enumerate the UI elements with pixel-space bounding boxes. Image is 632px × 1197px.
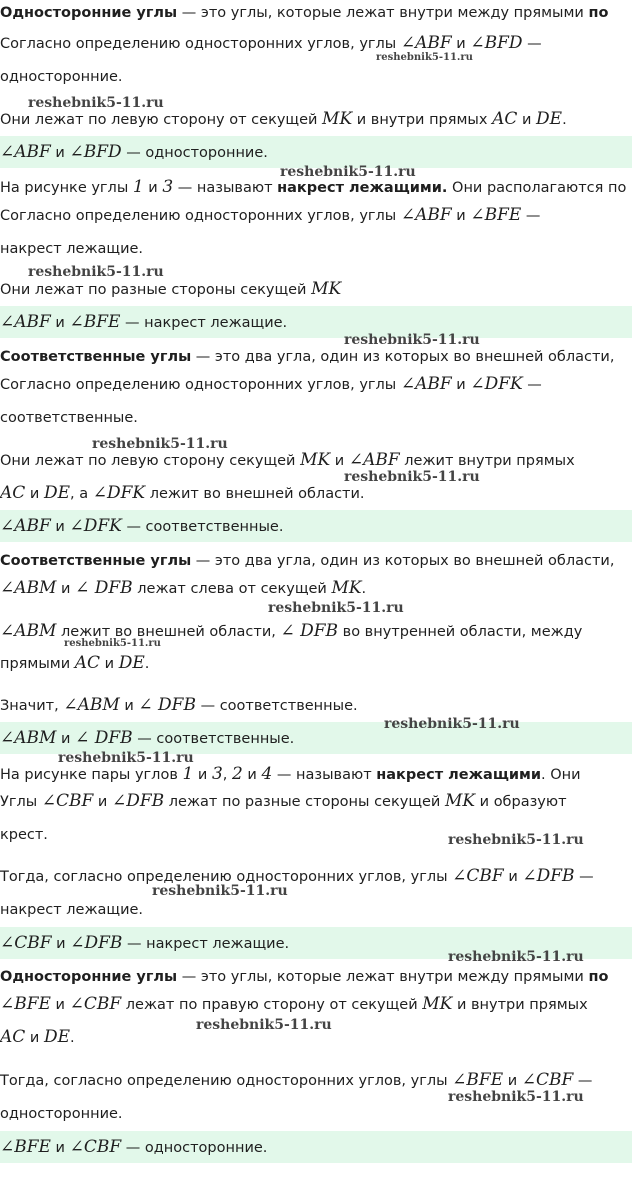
watermark: reshebnik5-11.ru bbox=[58, 750, 194, 766]
text-segment: и bbox=[451, 377, 471, 393]
text-segment: прямыми bbox=[0, 656, 75, 672]
text-line bbox=[0, 654, 149, 673]
math-expression: ∠DFB bbox=[522, 866, 575, 886]
text-segment: и bbox=[50, 145, 70, 161]
bold-term: накрест лежащими. bbox=[277, 180, 448, 196]
math-expression: ∠ DFB bbox=[75, 578, 133, 598]
math-expression: AC bbox=[492, 109, 518, 129]
text-segment: — соответственные. bbox=[132, 731, 295, 747]
text-segment: Согласно определению односторонних углов, углы bbox=[0, 377, 401, 393]
watermark: reshebnik5-11.ru bbox=[196, 1017, 332, 1033]
math-expression: ∠ DFB bbox=[138, 695, 196, 715]
text-line bbox=[0, 375, 542, 394]
text-segment: во внутренней области, между bbox=[338, 624, 583, 640]
answer-text bbox=[0, 1138, 267, 1157]
text-line bbox=[0, 968, 608, 986]
math-expression: AC bbox=[0, 483, 26, 503]
text-segment: крест. bbox=[0, 827, 48, 843]
math-expression: ∠ABF bbox=[0, 516, 51, 536]
math-expression: DE bbox=[536, 109, 563, 129]
text-segment: и bbox=[50, 519, 70, 535]
text-segment: — односторонние. bbox=[121, 1140, 268, 1156]
math-expression: 1 bbox=[132, 177, 144, 197]
text-segment: и bbox=[56, 581, 76, 597]
text-segment: — это два угла, один из которых во внешней области, bbox=[191, 349, 615, 365]
math-expression: ∠BFE bbox=[470, 205, 522, 225]
bold-term: Соответственные углы bbox=[0, 349, 192, 365]
text-line bbox=[0, 110, 567, 129]
math-expression: DE bbox=[43, 483, 70, 503]
text-segment: Они располагаются по bbox=[447, 180, 627, 196]
text-segment: накрест лежащие. bbox=[0, 241, 144, 257]
text-line bbox=[0, 68, 123, 86]
text-segment: и bbox=[451, 208, 471, 224]
text-segment: лежат по правую сторону от секущей bbox=[121, 997, 423, 1013]
text-line bbox=[0, 1105, 123, 1123]
text-segment: На рисунке углы bbox=[0, 180, 133, 196]
math-expression: 1 bbox=[182, 764, 194, 784]
text-line bbox=[0, 579, 366, 598]
math-expression: ∠ DFB bbox=[75, 728, 133, 748]
math-expression: ∠CBF bbox=[0, 933, 52, 953]
text-segment: и bbox=[143, 180, 163, 196]
bold-term: Соответственные углы bbox=[0, 553, 192, 569]
math-expression: ∠ABM bbox=[63, 695, 120, 715]
text-segment: . Они bbox=[541, 767, 581, 783]
math-expression: ∠CBF bbox=[69, 1137, 122, 1157]
text-segment: и bbox=[51, 936, 71, 952]
watermark: reshebnik5-11.ru bbox=[344, 332, 480, 348]
text-segment: и bbox=[119, 698, 139, 714]
answer-text bbox=[0, 517, 283, 536]
text-segment: — накрест лежащие. bbox=[120, 315, 288, 331]
text-line bbox=[0, 696, 358, 715]
text-segment: — bbox=[573, 1073, 593, 1089]
text-segment: Согласно определению односторонних углов, углы bbox=[0, 208, 401, 224]
math-expression: ∠ABM bbox=[0, 728, 57, 748]
text-line bbox=[0, 280, 341, 299]
watermark: reshebnik5-11.ru bbox=[384, 716, 520, 732]
text-segment: и bbox=[517, 112, 537, 128]
text-segment: и bbox=[50, 1140, 70, 1156]
math-expression: ∠CBF bbox=[69, 994, 122, 1014]
math-expression: ∠DFB bbox=[70, 933, 123, 953]
text-line bbox=[0, 765, 581, 784]
math-expression: MK bbox=[300, 450, 331, 470]
watermark: reshebnik5-11.ru bbox=[280, 164, 416, 180]
watermark: reshebnik5-11.ru bbox=[448, 1089, 584, 1105]
math-expression: ∠BFE bbox=[452, 1070, 504, 1090]
watermark: reshebnik5-11.ru bbox=[152, 883, 288, 899]
text-segment: и bbox=[25, 1030, 44, 1046]
math-expression: ∠ABF bbox=[400, 205, 452, 225]
text-segment: и внутри прямых bbox=[352, 112, 493, 128]
text-line bbox=[0, 409, 138, 427]
math-expression: 4 bbox=[261, 764, 273, 784]
text-segment: и bbox=[93, 794, 112, 810]
text-segment: — это углы, которые лежат внутри между прямыми bbox=[177, 5, 589, 21]
math-expression: DE bbox=[118, 653, 145, 673]
text-segment: Значит, bbox=[0, 698, 64, 714]
math-expression: ∠DFK bbox=[92, 483, 146, 503]
math-expression: DE bbox=[43, 1027, 70, 1047]
text-segment: лежат слева от секущей bbox=[132, 581, 332, 597]
text-segment: лежит внутри прямых bbox=[399, 453, 575, 469]
math-expression: AC bbox=[74, 653, 101, 673]
text-line bbox=[0, 484, 365, 503]
math-expression: MK bbox=[331, 578, 362, 598]
text-line bbox=[0, 240, 143, 258]
text-segment: и bbox=[193, 767, 212, 783]
text-segment: и образуют bbox=[475, 794, 567, 810]
bold-term: Односторонние углы bbox=[0, 5, 178, 21]
text-segment: — это два угла, один из которых во внешней области, bbox=[191, 553, 615, 569]
text-segment: лежит во внешней области. bbox=[145, 486, 365, 502]
text-line bbox=[0, 1028, 75, 1047]
answer-highlight bbox=[0, 1131, 632, 1163]
text-segment: — называют bbox=[272, 767, 377, 783]
text-line bbox=[0, 792, 567, 811]
text-line bbox=[0, 348, 614, 366]
answer-text bbox=[0, 934, 289, 953]
text-line bbox=[0, 34, 542, 53]
text-line bbox=[0, 451, 575, 470]
math-expression: ∠ABF bbox=[400, 33, 452, 53]
bold-term: по bbox=[588, 5, 609, 21]
math-expression: AC bbox=[0, 1027, 26, 1047]
text-line bbox=[0, 901, 143, 919]
text-segment: , bbox=[222, 767, 232, 783]
math-expression: ∠ABM bbox=[0, 578, 57, 598]
text-segment: и bbox=[25, 486, 44, 502]
watermark: reshebnik5-11.ru bbox=[28, 264, 164, 280]
text-segment: лежит во внешней области, bbox=[56, 624, 281, 640]
math-expression: ∠CBF bbox=[521, 1070, 574, 1090]
text-line bbox=[0, 1071, 592, 1090]
math-expression: ∠ABF bbox=[0, 312, 51, 332]
text-segment: Тогда, согласно определению односторонних углов, углы bbox=[0, 1073, 453, 1089]
math-expression: 3 bbox=[211, 764, 223, 784]
answer-highlight bbox=[0, 510, 632, 542]
answer-text bbox=[0, 313, 287, 332]
math-expression: ∠ABF bbox=[0, 142, 51, 162]
text-segment: и bbox=[503, 1073, 522, 1089]
bold-term: по bbox=[588, 969, 609, 985]
text-segment: . bbox=[361, 581, 367, 597]
math-expression: 3 bbox=[162, 177, 174, 197]
text-segment: лежат по разные стороны секущей bbox=[164, 794, 445, 810]
math-expression: 2 bbox=[232, 764, 243, 784]
text-segment: и bbox=[50, 315, 70, 331]
answer-text bbox=[0, 143, 268, 162]
watermark: reshebnik5-11.ru bbox=[376, 52, 473, 63]
text-segment: и bbox=[100, 656, 119, 672]
math-expression: MK bbox=[322, 109, 353, 129]
text-line bbox=[0, 552, 614, 570]
text-segment: . bbox=[144, 656, 150, 672]
watermark: reshebnik5-11.ru bbox=[448, 949, 584, 965]
text-line bbox=[0, 826, 48, 844]
text-segment: Тогда, согласно определению односторонних углов, углы bbox=[0, 869, 453, 885]
math-expression: ∠BFE bbox=[0, 1137, 51, 1157]
watermark: reshebnik5-11.ru bbox=[268, 600, 404, 616]
math-expression: ∠BFD bbox=[470, 33, 523, 53]
watermark: reshebnik5-11.ru bbox=[448, 832, 584, 848]
bold-term: Односторонние углы bbox=[0, 969, 178, 985]
text-segment: — называют bbox=[173, 180, 278, 196]
text-segment: Согласно определению односторонних углов, углы bbox=[0, 36, 401, 52]
text-segment: — односторонние. bbox=[121, 145, 268, 161]
text-segment: соответственные. bbox=[0, 410, 138, 426]
text-segment: и внутри прямых bbox=[452, 997, 588, 1013]
math-expression: ∠BFE bbox=[0, 994, 51, 1014]
text-segment: На рисунке пары углов bbox=[0, 767, 183, 783]
text-line bbox=[0, 206, 540, 225]
math-expression: ∠CBF bbox=[41, 791, 94, 811]
text-line bbox=[0, 867, 594, 886]
math-expression: MK bbox=[444, 791, 476, 811]
watermark: reshebnik5-11.ru bbox=[92, 436, 228, 452]
text-segment: . bbox=[562, 112, 567, 128]
answer-text bbox=[0, 729, 294, 748]
text-segment: и bbox=[503, 869, 523, 885]
watermark: reshebnik5-11.ru bbox=[28, 95, 164, 111]
text-segment: — соответственные. bbox=[121, 519, 284, 535]
math-expression: ∠ABF bbox=[400, 374, 452, 394]
text-segment: — это углы, которые лежат внутри между прямыми bbox=[177, 969, 589, 985]
math-expression: ∠DFB bbox=[111, 791, 165, 811]
answer-highlight bbox=[0, 306, 632, 338]
math-expression: ∠ABF bbox=[348, 450, 400, 470]
text-line bbox=[0, 178, 626, 197]
text-segment: Они лежат по разные стороны секущей bbox=[0, 282, 312, 298]
math-expression: ∠DFK bbox=[69, 516, 122, 536]
math-expression: ∠ DFB bbox=[280, 621, 339, 641]
text-segment: и bbox=[330, 453, 349, 469]
watermark: reshebnik5-11.ru bbox=[344, 469, 480, 485]
text-segment: — bbox=[522, 36, 542, 52]
watermark: reshebnik5-11.ru bbox=[64, 638, 161, 649]
math-expression: ∠DFK bbox=[470, 374, 523, 394]
text-segment: Они лежат по левую сторону от секущей bbox=[0, 112, 323, 128]
text-segment: односторонние. bbox=[0, 1106, 123, 1122]
text-segment: — bbox=[522, 377, 542, 393]
text-segment: Они лежат по левую сторону секущей bbox=[0, 453, 301, 469]
text-segment: — накрест лежащие. bbox=[122, 936, 290, 952]
text-segment: и bbox=[451, 36, 471, 52]
text-line bbox=[0, 4, 608, 22]
math-expression: ∠BFE bbox=[69, 312, 121, 332]
text-line bbox=[0, 995, 588, 1014]
math-expression: MK bbox=[422, 994, 453, 1014]
text-segment: и bbox=[50, 997, 70, 1013]
math-expression: ∠BFD bbox=[69, 142, 122, 162]
text-segment: . bbox=[70, 1030, 75, 1046]
math-expression: ∠CBF bbox=[452, 866, 504, 886]
text-segment: — bbox=[521, 208, 541, 224]
text-segment: и bbox=[242, 767, 262, 783]
math-expression: MK bbox=[311, 279, 342, 299]
text-segment: и bbox=[56, 731, 76, 747]
text-segment: Углы bbox=[0, 794, 42, 810]
text-segment: — соответственные. bbox=[195, 698, 358, 714]
text-segment: накрест лежащие. bbox=[0, 902, 144, 918]
text-segment: — bbox=[574, 869, 594, 885]
math-expression: ∠ABM bbox=[0, 621, 57, 641]
bold-term: накрест лежащими bbox=[376, 767, 542, 783]
text-segment: односторонние. bbox=[0, 69, 123, 85]
text-segment: , а bbox=[70, 486, 93, 502]
